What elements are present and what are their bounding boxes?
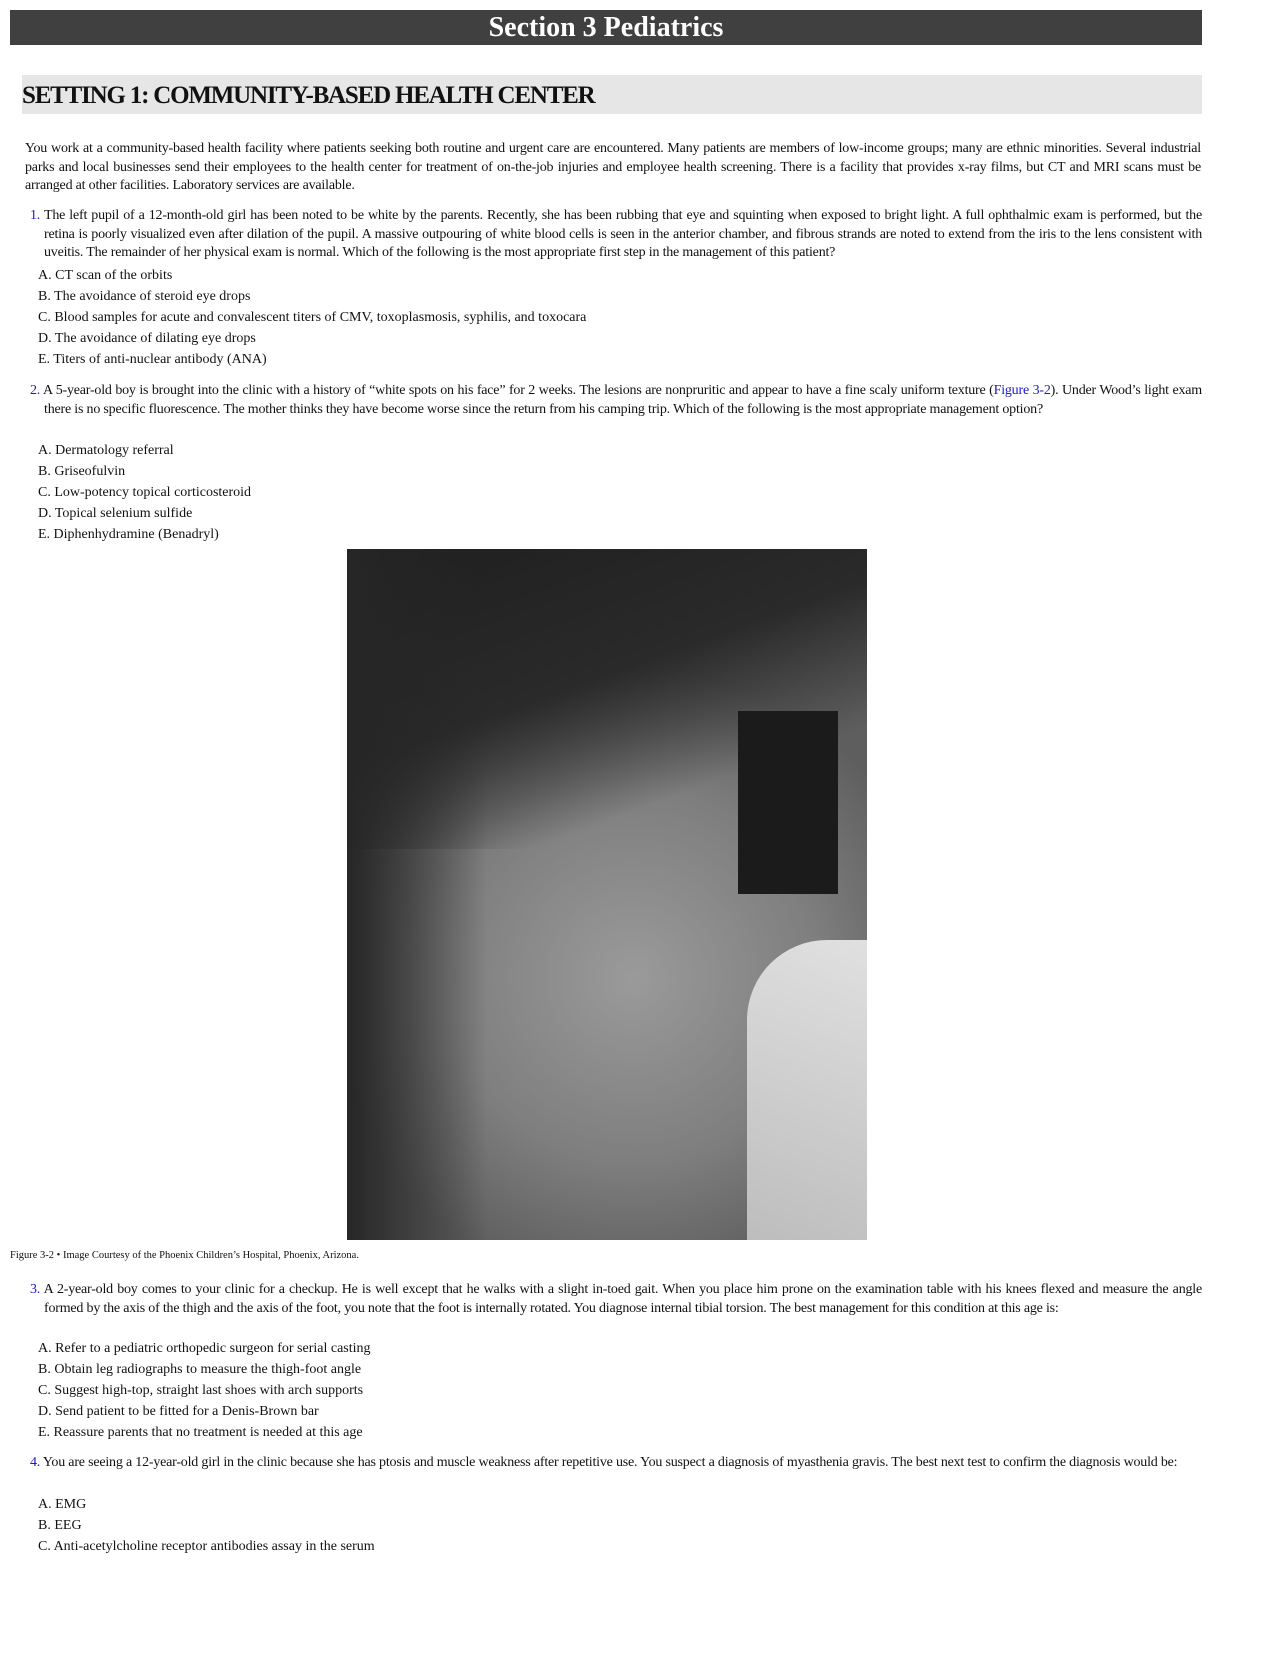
question-text: ). Under Wood’s light exam there is no specific fluorescence. The mother thinks they have become worse since the return from his camping trip. Which of the following is the most appropriate management option?: [44, 383, 1202, 417]
option: C. Suggest high-top, straight last shoes with arch supports: [38, 1383, 364, 1398]
question-number[interactable]: 4.: [30, 1455, 41, 1470]
figure-3-2-photo: [347, 549, 867, 1240]
question-text: A 2-year-old boy comes to your clinic for a checkup. He is well except that he walks with a slight in-toed gait. When you place him prone on the examination table with his knees flexed and measure the angle formed by the axis of the thigh and the axis of the foot, you note that the foot is internally rotated. You diagnose internal tibial torsion. The best management for this condition at this age is:: [43, 1282, 1202, 1316]
figure-caption: Figure 3-2 • Image Courtesy of the Phoenix Children’s Hospital, Phoenix, Arizona.: [10, 1250, 359, 1261]
question-text: You are seeing a 12-year-old girl in the clinic because she has ptosis and muscle weakness after repetitive use. You suspect a diagnosis of myasthenia gravis. The best next test to confirm the diagnosis would be:: [42, 1455, 1178, 1470]
option: C. Blood samples for acute and convalescent titers of CMV, toxoplasmosis, syphilis, and toxocara: [38, 310, 587, 325]
question-4: [30, 1454, 1202, 1473]
option: A. CT scan of the orbits: [38, 268, 173, 283]
question-3: [30, 1281, 1202, 1318]
option: A. Dermatology referral: [38, 443, 174, 458]
option: A. EMG: [38, 1497, 87, 1512]
question-number[interactable]: 1.: [30, 208, 41, 223]
option: C. Low-potency topical corticosteroid: [38, 485, 252, 500]
question-text: A 5-year-old boy is brought into the clinic with a history of “white spots on his face” for 2 weeks. The lesions are nonpruritic and appear to have a fine scaly uniform texture (: [42, 383, 994, 398]
question-1: [30, 207, 1202, 263]
option: C. Anti-acetylcholine receptor antibodies assay in the serum: [38, 1539, 375, 1554]
option: D. Send patient to be fitted for a Denis-Brown bar: [38, 1404, 319, 1419]
intro-paragraph: You work at a community-based health facility where patients seeking both routine and urgent care are encountered. Many patients are members of low-income groups; many are ethnic minorities. Several industrial parks and local businesses send their employees to the health center for treatment of on-the-job injuries and employee health screening. There is a facility that provides x-ray films, but CT and MRI scans must be arranged at other facilities. Laboratory services are available.: [25, 141, 1201, 194]
option: D. The avoidance of dilating eye drops: [38, 331, 256, 346]
option: E. Titers of anti-nuclear antibody (ANA): [38, 352, 267, 367]
options-q3: [38, 1338, 371, 1443]
options-q2: [38, 440, 251, 545]
option: A. Refer to a pediatric orthopedic surgeon for serial casting: [38, 1341, 371, 1356]
option: B. EEG: [38, 1518, 82, 1533]
question-2: [30, 382, 1202, 419]
setting-title: SETTING 1: COMMUNITY-BASED HEALTH CENTER: [22, 82, 595, 109]
question-text: The left pupil of a 12-month-old girl has been noted to be white by the parents. Recently, she has been rubbing that eye and squinting when exposed to bright light. A full ophthalmic exam is performed, but the retina is poorly visualized even after dilation of the pupil. A massive outpouring of white blood cells is seen in the anterior chamber, and fibrous strands are noted to extend from the iris to the lens consistent with uveitis. The remainder of her physical exam is normal. Which of the following is the most appropriate first step in the management of this patient?: [44, 208, 1202, 261]
options-q1: [38, 265, 586, 370]
section-header: Section 3 Pediatrics: [10, 10, 1202, 45]
option: E. Diphenhydramine (Benadryl): [38, 527, 219, 542]
privacy-block: [738, 711, 838, 894]
option: B. The avoidance of steroid eye drops: [38, 289, 251, 304]
setting-heading-band: [22, 75, 1202, 114]
option: B. Griseofulvin: [38, 464, 126, 479]
option: D. Topical selenium sulfide: [38, 506, 193, 521]
question-number[interactable]: 2.: [30, 383, 41, 398]
option: E. Reassure parents that no treatment is needed at this age: [38, 1425, 363, 1440]
figure-link[interactable]: Figure 3-2: [993, 383, 1051, 398]
options-q4: [38, 1494, 375, 1557]
option: B. Obtain leg radiographs to measure the thigh-foot angle: [38, 1362, 362, 1377]
question-number[interactable]: 3.: [30, 1282, 41, 1297]
